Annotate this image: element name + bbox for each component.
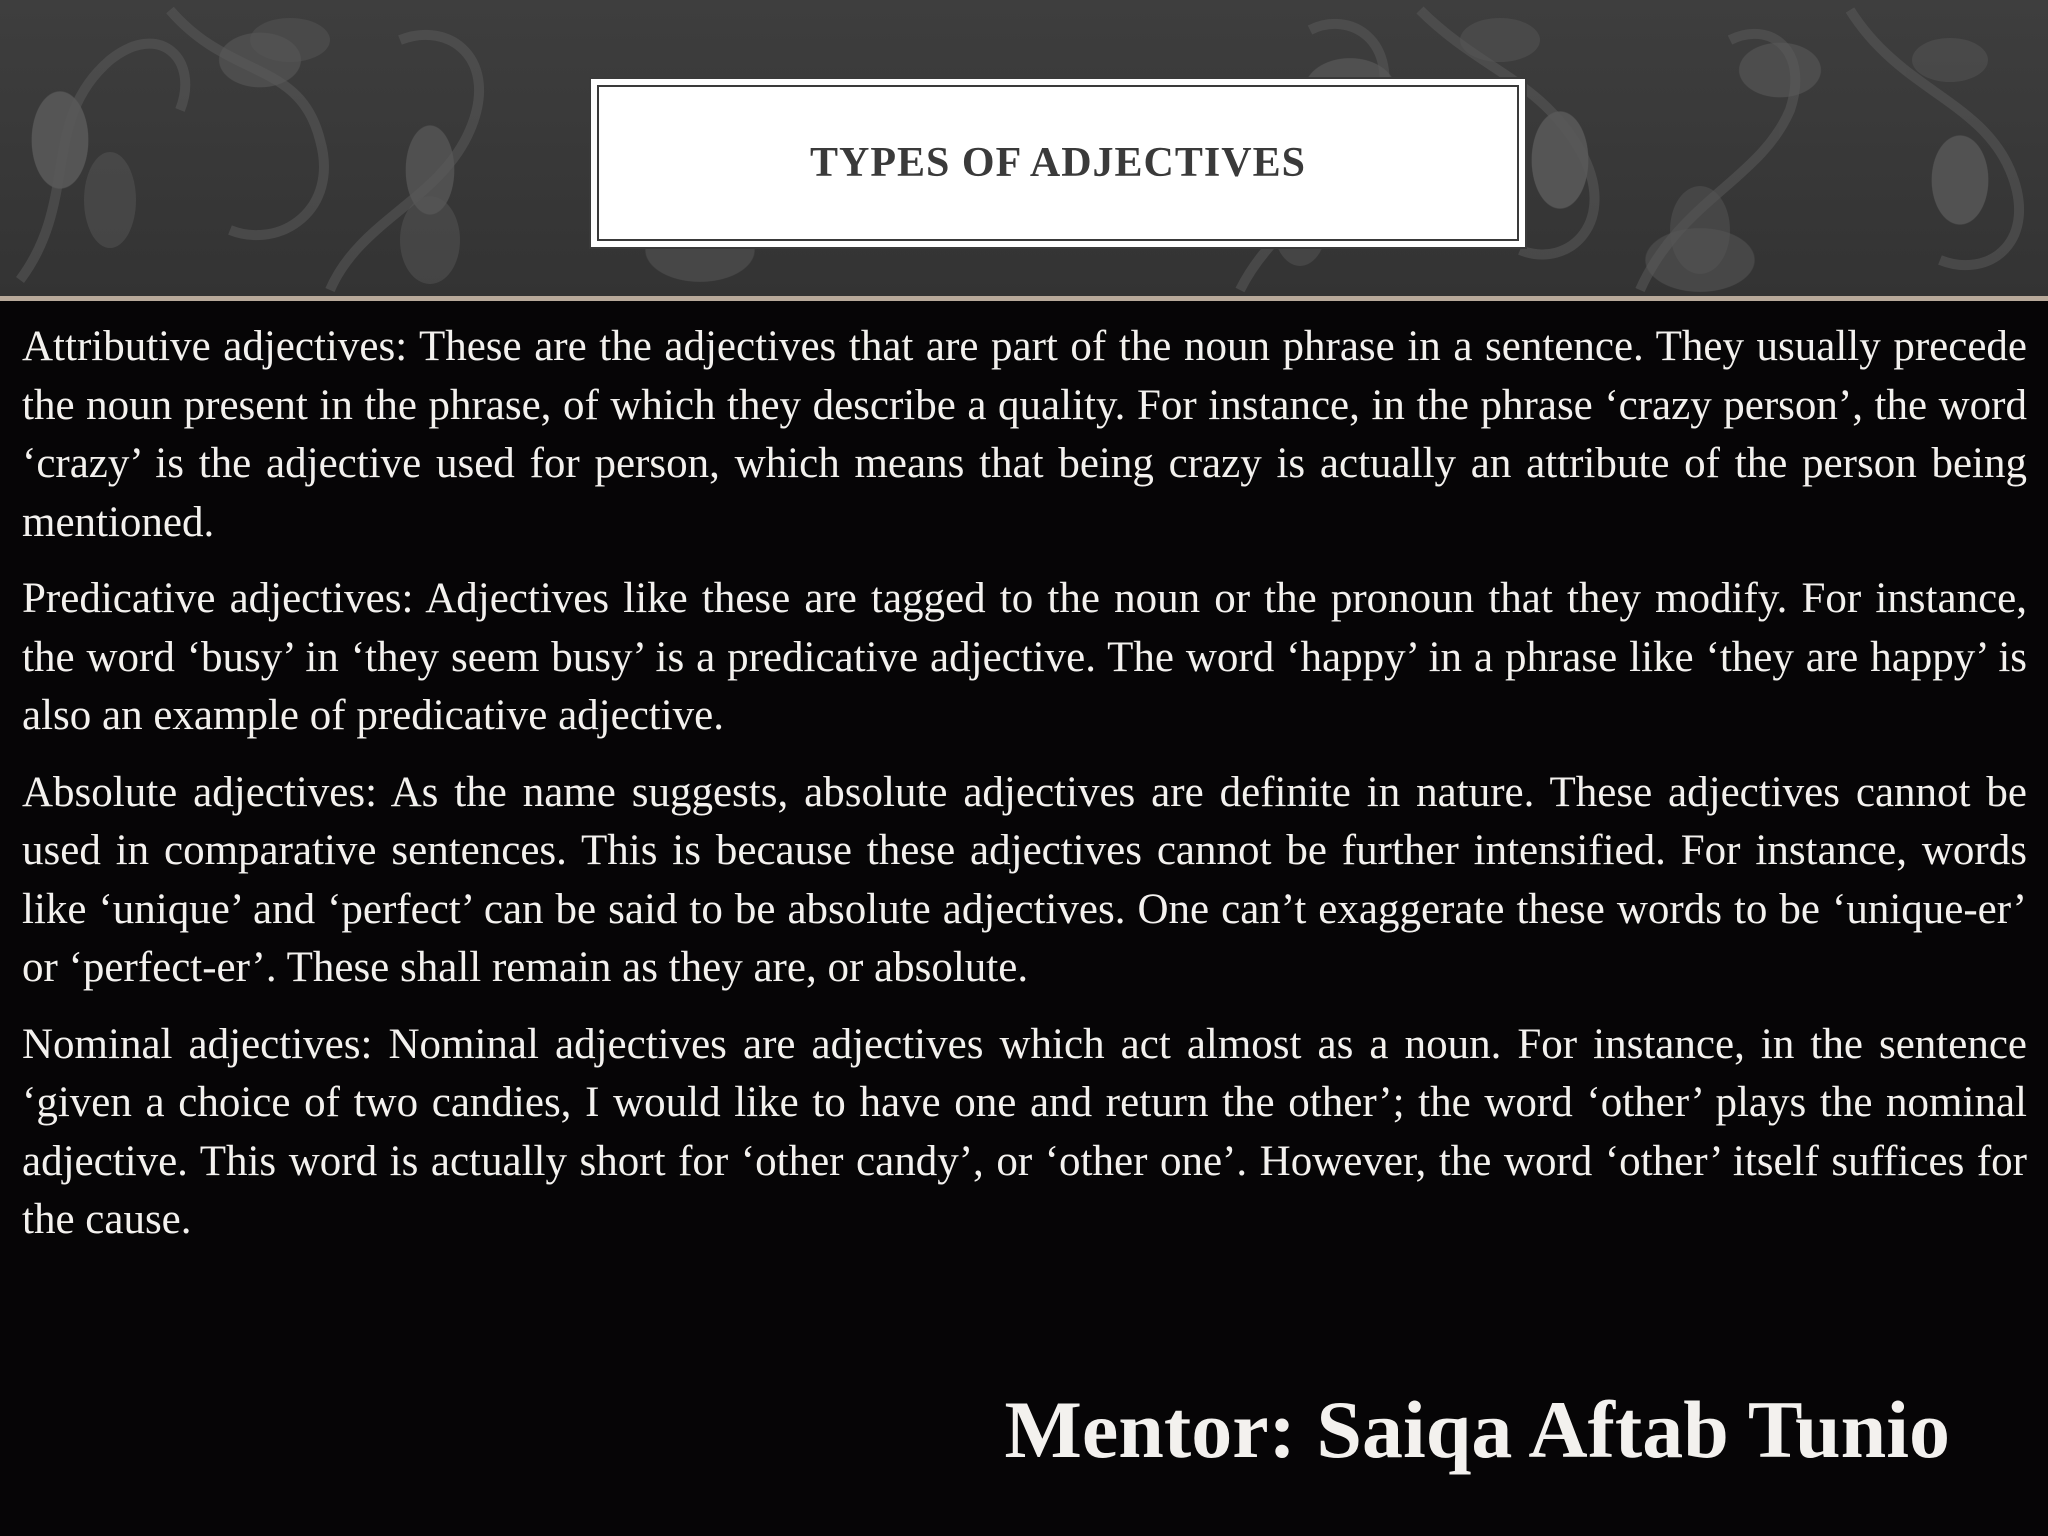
paragraph-absolute: Absolute adjectives: As the name suggests, absolute adjectives are definite in nature. These adjectives cannot be used in comparative sentences. This is because these adjectives cannot be further intensified. For instance, words like ‘unique’ and ‘perfect’ can be said to be absolute adjectives. One can’t exaggerate these words to be ‘unique-er’ or ‘perfect-er’. These shall remain as they are, or absolute. [22, 768, 2027, 991]
header-divider [0, 296, 2048, 301]
mentor-credit: Mentor: Saiqa Aftab Tunio [1004, 1384, 1950, 1475]
title-box [589, 77, 1527, 249]
slide-title: TYPES OF ADJECTIVES [810, 140, 1306, 186]
paragraph-predicative: Predicative adjectives: Adjectives like these are tagged to the noun or the pronoun that they modify. For instance, the word ‘busy’ in ‘they seem busy’ is a predicative adjective. The word ‘happy’ in a phrase like ‘they are happy’ is also an example of predicative adjective. [22, 575, 2027, 739]
body-content [22, 318, 2027, 1268]
paragraph-attributive: Attributive adjectives: These are the adjectives that are part of the noun phrase in a sentence. They usually precede the noun present in the phrase, of which they describe a quality. For instance, in the phrase ‘crazy person’, the word ‘crazy’ is the adjective used for person, which means that being crazy is actually an attribute of the person being mentioned. [22, 323, 2027, 546]
paragraph-nominal: Nominal adjectives: Nominal adjectives are adjectives which act almost as a noun. For instance, in the sentence ‘given a choice of two candies, I would like to have one and return the other’; the word ‘other’ plays the nominal adjective. This word is actually short for ‘other candy’, or ‘other one’. However, the word ‘other’ itself suffices for the cause. [22, 1020, 2027, 1243]
